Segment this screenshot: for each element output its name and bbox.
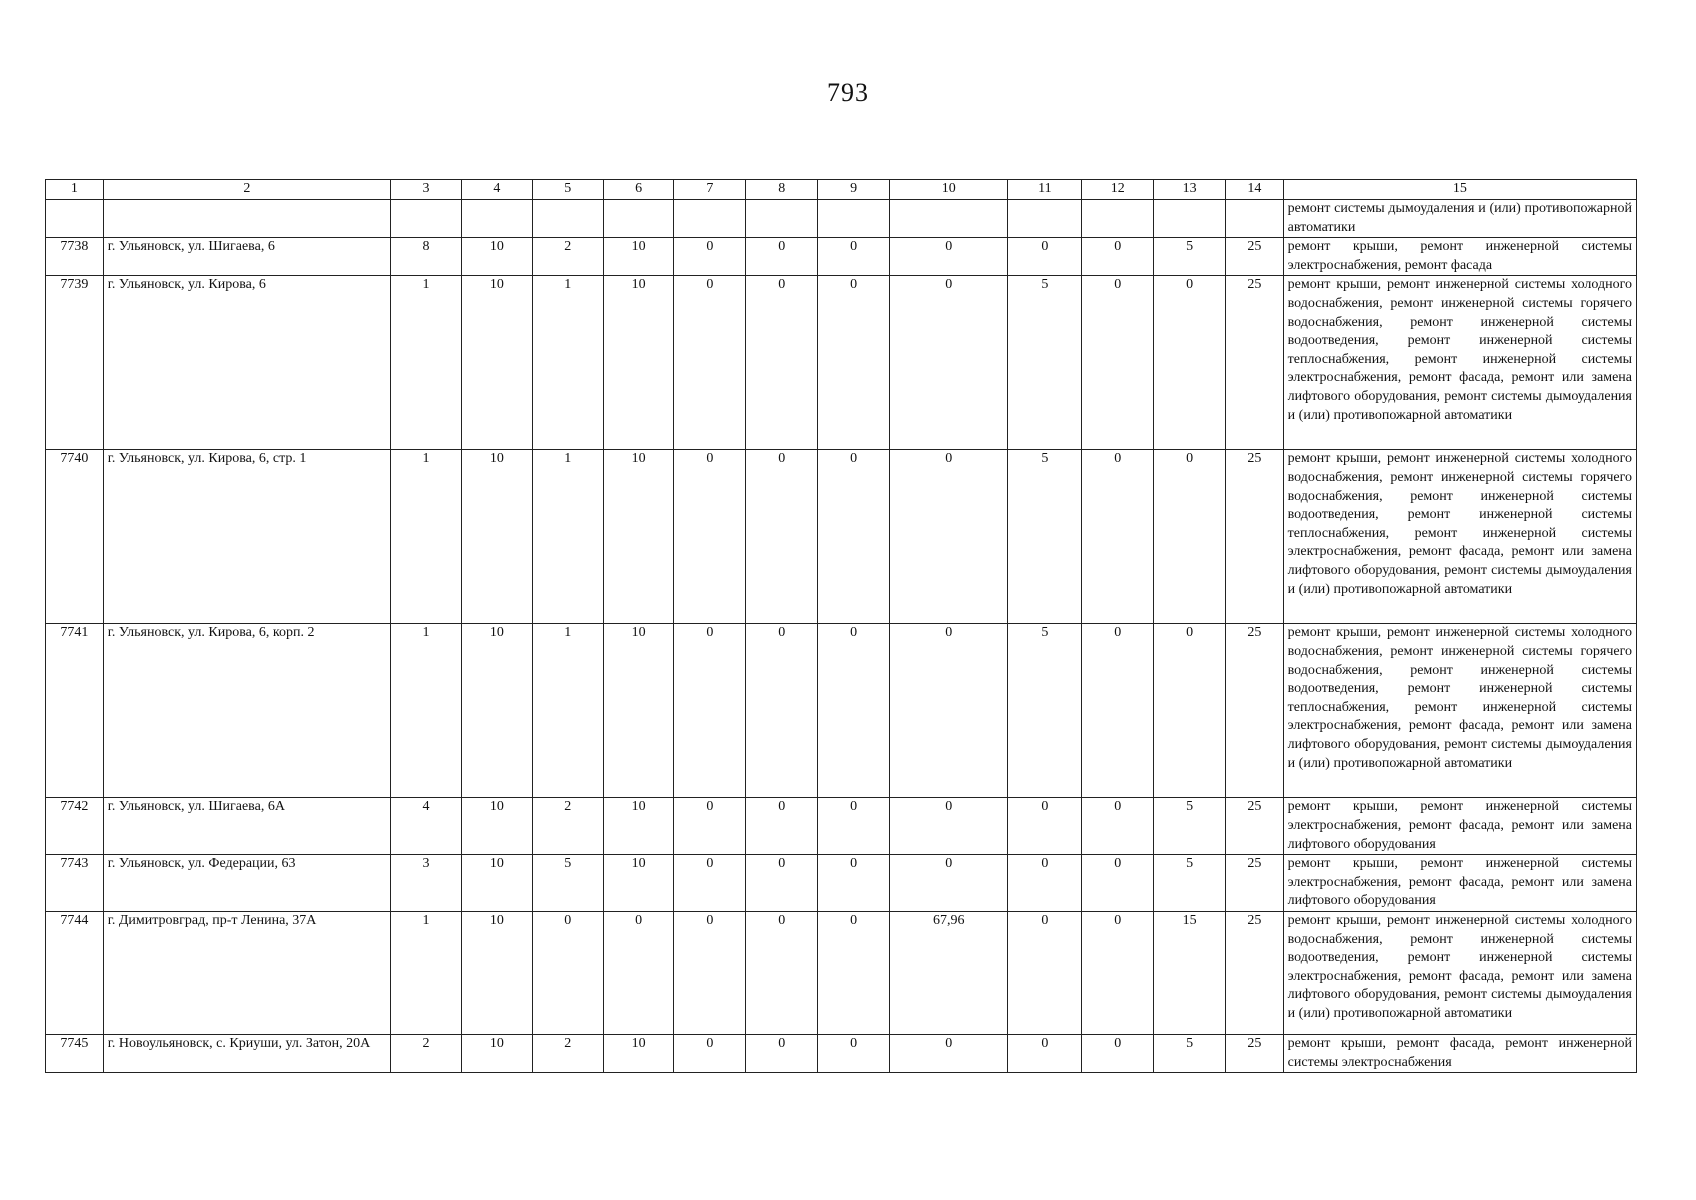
table-row [46, 855, 1637, 912]
value-cell: 1 [532, 276, 603, 450]
value-cell: 0 [890, 855, 1008, 912]
value-cell: 5 [1008, 450, 1082, 624]
value-cell: 0 [1082, 624, 1154, 798]
value-cell: 0 [818, 798, 890, 855]
value-cell: 25 [1225, 238, 1283, 276]
value-cell [532, 200, 603, 238]
value-cell: 5 [1154, 1034, 1226, 1072]
address-cell: г. Ульяновск, ул. Федерации, 63 [103, 855, 390, 912]
value-cell: 0 [746, 624, 818, 798]
value-cell: 25 [1225, 450, 1283, 624]
value-cell: 1 [532, 624, 603, 798]
table-row [46, 200, 1637, 238]
value-cell: 0 [674, 855, 746, 912]
value-cell: 0 [532, 911, 603, 1034]
value-cell: 25 [1225, 911, 1283, 1034]
value-cell [746, 200, 818, 238]
row-number-cell: 7740 [46, 450, 104, 624]
value-cell: 1 [391, 911, 462, 1034]
value-cell: 0 [890, 798, 1008, 855]
address-cell: г. Димитровград, пр-т Ленина, 37А [103, 911, 390, 1034]
table-body [46, 200, 1637, 1073]
value-cell: 1 [391, 276, 462, 450]
value-cell: 5 [1154, 855, 1226, 912]
value-cell [818, 200, 890, 238]
value-cell: 1 [391, 450, 462, 624]
address-cell: г. Ульяновск, ул. Кирова, 6, корп. 2 [103, 624, 390, 798]
table-row [46, 798, 1637, 855]
column-header: 4 [461, 180, 532, 200]
value-cell: 0 [818, 276, 890, 450]
value-cell: 0 [674, 276, 746, 450]
value-cell: 0 [818, 855, 890, 912]
column-header: 1 [46, 180, 104, 200]
value-cell [674, 200, 746, 238]
value-cell: 10 [461, 911, 532, 1034]
column-header: 6 [603, 180, 674, 200]
value-cell: 15 [1154, 911, 1226, 1034]
value-cell: 5 [1008, 624, 1082, 798]
value-cell: 0 [890, 238, 1008, 276]
value-cell [603, 200, 674, 238]
value-cell: 0 [1008, 1034, 1082, 1072]
row-number-cell: 7738 [46, 238, 104, 276]
value-cell: 0 [890, 450, 1008, 624]
value-cell: 0 [1082, 276, 1154, 450]
value-cell: 10 [461, 855, 532, 912]
value-cell: 0 [746, 855, 818, 912]
value-cell: 0 [1082, 450, 1154, 624]
works-cell: ремонт крыши, ремонт инженерной системы электроснабжения, ремонт фасада [1283, 238, 1636, 276]
address-cell: г. Ульяновск, ул. Шигаева, 6А [103, 798, 390, 855]
table-row [46, 238, 1637, 276]
value-cell: 10 [603, 238, 674, 276]
value-cell [1008, 200, 1082, 238]
value-cell: 2 [391, 1034, 462, 1072]
value-cell: 0 [818, 238, 890, 276]
value-cell: 5 [532, 855, 603, 912]
value-cell: 0 [818, 450, 890, 624]
value-cell: 3 [391, 855, 462, 912]
value-cell: 25 [1225, 798, 1283, 855]
value-cell: 10 [603, 276, 674, 450]
column-header: 12 [1082, 180, 1154, 200]
value-cell: 10 [603, 855, 674, 912]
table-row [46, 450, 1637, 624]
address-cell [103, 200, 390, 238]
value-cell: 0 [1082, 1034, 1154, 1072]
value-cell: 25 [1225, 855, 1283, 912]
column-header: 9 [818, 180, 890, 200]
column-header: 10 [890, 180, 1008, 200]
value-cell: 0 [1082, 238, 1154, 276]
value-cell: 67,96 [890, 911, 1008, 1034]
value-cell: 0 [746, 450, 818, 624]
column-number-row [46, 180, 1637, 200]
table-row [46, 1034, 1637, 1072]
row-number-cell: 7743 [46, 855, 104, 912]
value-cell [1154, 200, 1226, 238]
repair-program-table [45, 179, 1637, 1073]
value-cell: 0 [746, 798, 818, 855]
value-cell: 0 [818, 624, 890, 798]
value-cell: 10 [603, 1034, 674, 1072]
value-cell: 25 [1225, 1034, 1283, 1072]
row-number-cell: 7744 [46, 911, 104, 1034]
works-cell: ремонт крыши, ремонт инженерной системы холодного водоснабжения, ремонт инженерной системы горячего водоснабжения, ремонт инженерной системы водоотведения, ремонт инженерной системы теплоснабжения, ремонт инженерной системы электроснабжения, ремонт фасада, ремонт или замена лифтового оборудования, ремонт системы дымоудаления и (или) противопожарной автоматики [1283, 276, 1636, 450]
value-cell: 10 [461, 1034, 532, 1072]
column-header: 8 [746, 180, 818, 200]
value-cell: 0 [674, 1034, 746, 1072]
value-cell [890, 200, 1008, 238]
value-cell: 10 [461, 450, 532, 624]
row-number-cell: 7739 [46, 276, 104, 450]
value-cell: 0 [674, 798, 746, 855]
value-cell: 10 [603, 798, 674, 855]
row-number-cell: 7742 [46, 798, 104, 855]
value-cell: 0 [746, 1034, 818, 1072]
value-cell: 0 [1008, 911, 1082, 1034]
value-cell: 0 [890, 624, 1008, 798]
value-cell: 0 [818, 1034, 890, 1072]
column-header: 5 [532, 180, 603, 200]
value-cell: 0 [1154, 450, 1226, 624]
table-row [46, 276, 1637, 450]
value-cell: 0 [818, 911, 890, 1034]
page-number: 793 [827, 78, 869, 107]
value-cell: 0 [1082, 855, 1154, 912]
value-cell: 25 [1225, 276, 1283, 450]
value-cell: 8 [391, 238, 462, 276]
value-cell: 0 [1082, 911, 1154, 1034]
value-cell: 0 [746, 911, 818, 1034]
value-cell: 5 [1008, 276, 1082, 450]
value-cell: 0 [746, 276, 818, 450]
works-cell: ремонт крыши, ремонт инженерной системы холодного водоснабжения, ремонт инженерной системы водоотведения, ремонт инженерной системы электроснабжения, ремонт фасада, ремонт или замена лифтового оборудования, ремонт системы дымоудаления и (или) противопожарной автоматики [1283, 911, 1636, 1034]
value-cell: 1 [391, 624, 462, 798]
value-cell: 10 [461, 624, 532, 798]
works-cell: ремонт крыши, ремонт инженерной системы холодного водоснабжения, ремонт инженерной системы горячего водоснабжения, ремонт инженерной системы водоотведения, ремонт инженерной системы теплоснабжения, ремонт инженерной системы электроснабжения, ремонт фасада, ремонт или замена лифтового оборудования, ремонт системы дымоудаления и (или) противопожарной автоматики [1283, 624, 1636, 798]
value-cell: 0 [890, 276, 1008, 450]
value-cell: 2 [532, 1034, 603, 1072]
value-cell: 4 [391, 798, 462, 855]
value-cell: 0 [1154, 276, 1226, 450]
value-cell: 0 [1008, 855, 1082, 912]
column-header: 13 [1154, 180, 1226, 200]
value-cell: 0 [674, 238, 746, 276]
value-cell: 5 [1154, 798, 1226, 855]
value-cell: 0 [890, 1034, 1008, 1072]
value-cell: 2 [532, 238, 603, 276]
value-cell: 0 [674, 911, 746, 1034]
value-cell: 0 [746, 238, 818, 276]
value-cell: 2 [532, 798, 603, 855]
value-cell: 25 [1225, 624, 1283, 798]
value-cell [1225, 200, 1283, 238]
value-cell: 0 [1082, 798, 1154, 855]
value-cell: 10 [603, 624, 674, 798]
address-cell: г. Ульяновск, ул. Кирова, 6 [103, 276, 390, 450]
row-number-cell: 7745 [46, 1034, 104, 1072]
row-number-cell [46, 200, 104, 238]
value-cell: 10 [461, 276, 532, 450]
value-cell: 10 [461, 798, 532, 855]
works-cell: ремонт крыши, ремонт инженерной системы электроснабжения, ремонт фасада, ремонт или замена лифтового оборудования [1283, 855, 1636, 912]
row-number-cell: 7741 [46, 624, 104, 798]
table-row [46, 911, 1637, 1034]
value-cell [391, 200, 462, 238]
column-header: 2 [103, 180, 390, 200]
value-cell: 0 [1154, 624, 1226, 798]
works-cell: ремонт крыши, ремонт инженерной системы холодного водоснабжения, ремонт инженерной системы горячего водоснабжения, ремонт инженерной системы водоотведения, ремонт инженерной системы теплоснабжения, ремонт инженерной системы электроснабжения, ремонт фасада, ремонт или замена лифтового оборудования, ремонт системы дымоудаления и (или) противопожарной автоматики [1283, 450, 1636, 624]
column-header: 14 [1225, 180, 1283, 200]
value-cell [1082, 200, 1154, 238]
value-cell: 0 [674, 450, 746, 624]
column-header: 7 [674, 180, 746, 200]
works-cell: ремонт крыши, ремонт инженерной системы электроснабжения, ремонт фасада, ремонт или замена лифтового оборудования [1283, 798, 1636, 855]
value-cell: 0 [1008, 798, 1082, 855]
address-cell: г. Новоульяновск, с. Криуши, ул. Затон, 20А [103, 1034, 390, 1072]
value-cell: 0 [1008, 238, 1082, 276]
value-cell: 10 [461, 238, 532, 276]
column-header: 3 [391, 180, 462, 200]
value-cell: 0 [674, 624, 746, 798]
value-cell: 1 [532, 450, 603, 624]
address-cell: г. Ульяновск, ул. Шигаева, 6 [103, 238, 390, 276]
table-row [46, 624, 1637, 798]
column-header: 11 [1008, 180, 1082, 200]
works-cell: ремонт крыши, ремонт фасада, ремонт инженерной системы электроснабжения [1283, 1034, 1636, 1072]
value-cell: 10 [603, 450, 674, 624]
column-header: 15 [1283, 180, 1636, 200]
address-cell: г. Ульяновск, ул. Кирова, 6, стр. 1 [103, 450, 390, 624]
works-cell: ремонт системы дымоудаления и (или) противопожарной автоматики [1283, 200, 1636, 238]
value-cell: 5 [1154, 238, 1226, 276]
value-cell: 0 [603, 911, 674, 1034]
value-cell [461, 200, 532, 238]
